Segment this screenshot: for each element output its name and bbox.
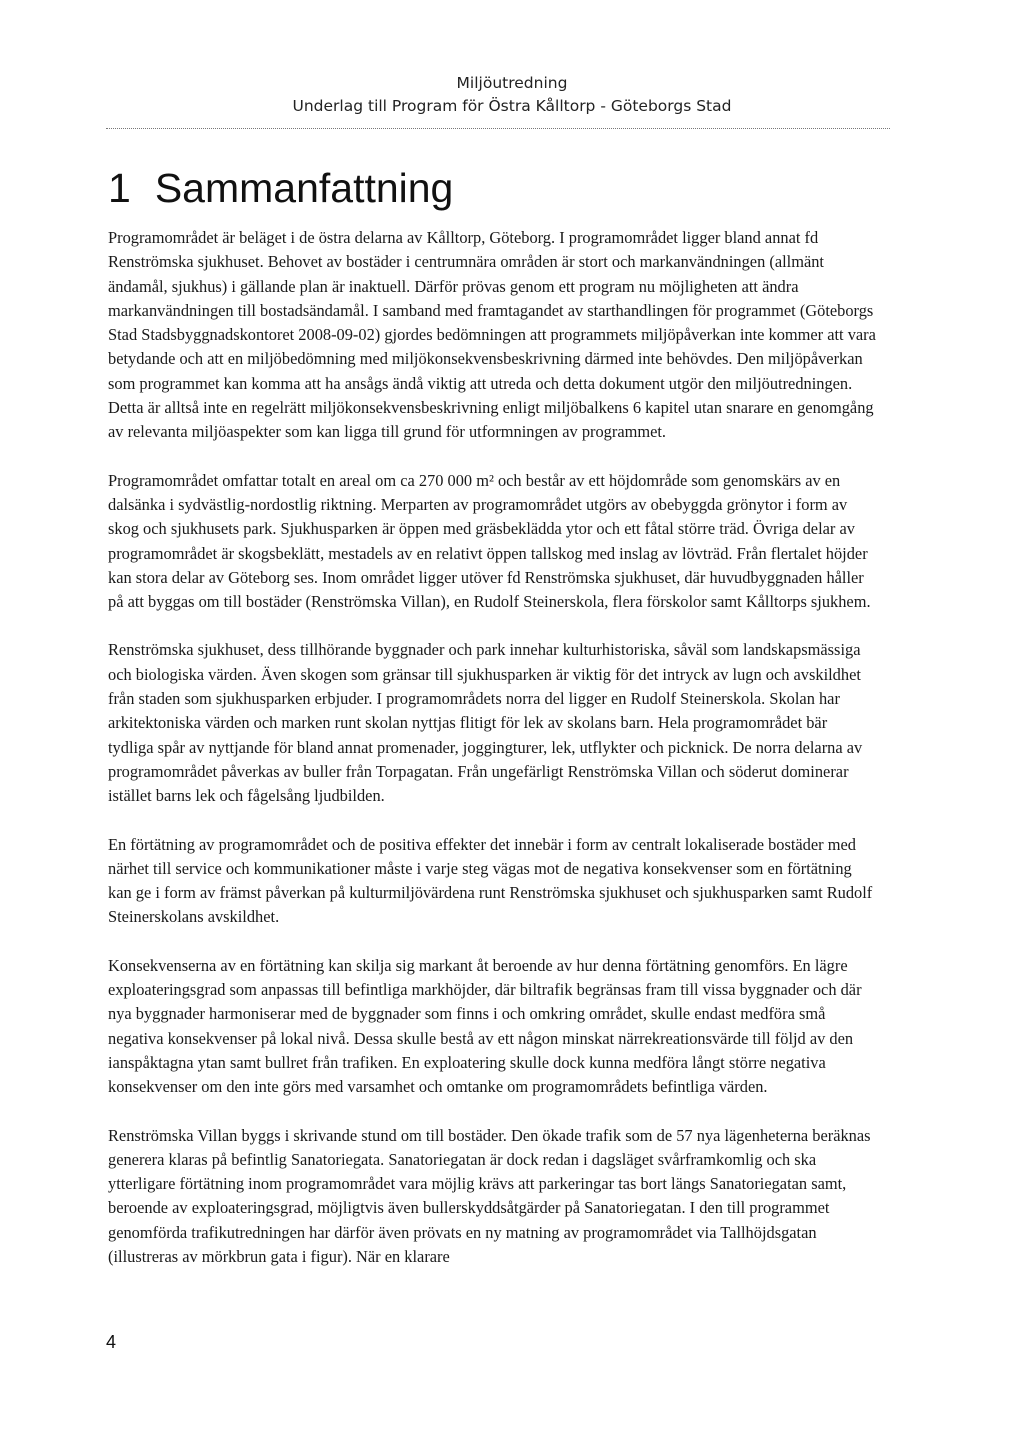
page-number: 4 [106, 1332, 117, 1352]
section-number: 1 [108, 165, 131, 211]
header-divider [106, 128, 890, 129]
header-title: Miljöutredning [456, 74, 568, 92]
paragraph: Renströmska sjukhuset, dess tillhörande byggnader och park innehar kulturhistoriska, såväl som landskapsmässiga och biologiska värden. Även skogen som gränsar till sjukhusparken är viktig för det intryck av lugn och avskildhet från staden som sjukhusparken erbjuder. I programområdets norra del ligger en Rudolf Steinerskola. Skolan har arkitektoniska värden och marken runt skolan nyttjas flitigt för lek av skolans barn. Hela programområdet bär tydliga spår av nyttjande för bland annat promenader, joggingturer, lek, utflykter och picknick. De norra delarna av programområdet påverkas av buller från Torpagatan. Från ungefärligt Renströmska Villan och söderut dominerar istället barns lek och fågelsång ljudbilden. [108, 640, 863, 806]
paragraph: Programområdet omfattar totalt en areal om ca 270 000 m² och består av ett höjdområde som genomskärs av en dalsänka i sydvästlig-nordostlig riktning. Merparten av programområdet utgörs av obebyggda grönytor i form av skog och sjukhusets park. Sjukhusparken är öppen med gräsbeklädda ytor och ett fåtal större träd. Övriga delar av programområdet är skogsbeklätt, mestadels av en relativt öppen tallskog med inslag av lövträd. Från flertalet höjder kan stora delar av Göteborg ses. Inom området ligger utöver fd Renströmska sjukhuset, där huvudbyggnaden håller på att byggas om till bostäder (Renströmska Villan), en Rudolf Steinerskola, flera förskolor samt Kålltorps sjukhem. [108, 470, 871, 612]
header-subtitle: Underlag till Program för Östra Kålltorp - Göteborgs Stad [292, 97, 732, 115]
paragraph: Renströmska Villan byggs i skrivande stund om till bostäder. Den ökade trafik som de 57 nya lägenheterna beräknas generera klaras på befintlig Sanatoriegata. Sanatoriegatan är dock redan i dagsläget svårframkomlig och ska ytterligare förtätning inom programområdet vara möjlig krävs att parkeringar tas bort längs Sanatoriegatan samt, beroende av exploateringsgrad, möjligtvis även bullerskyddsåtgärder på Sanatoriegatan. I den till programmet genomförda trafikutredningen har därför även prövats en ny matning av programområdet via Tallhöjdsgatan (illustreras av mörkbrun gata i figur). När en klarare [108, 1125, 871, 1266]
section-heading [108, 160, 453, 216]
section-title: Sammanfattning [154, 165, 454, 211]
page-header [0, 72, 1024, 118]
paragraph: Programområdet är beläget i de östra delarna av Kålltorp, Göteborg. I programområdet ligger bland annat fd Renströmska sjukhuset. Behovet av bostäder i centrumnära områden är stort och markanvändningen (allmänt ändamål, sjukhus) i gällande plan är inaktuell. Därför prövas genom ett program nu möjligheten att ändra markanvändningen till bostadsändamål. I samband med framtagandet av starthandlingen för programmet (Göteborgs Stad Stadsbyggnadskontoret 2008-09-02) gjordes bedömningen att programmets miljöpåverkan inte kommer att vara betydande och att en miljöbedömning med miljökonsekvensbeskrivning därmed inte behövdes. Den miljöpåverkan som programmet kan komma att ha ansågs ändå viktig att utreda och detta dokument utgör den miljöutredningen. Detta är alltså inte en regelrätt miljökonsekvensbeskrivning enligt miljöbalkens 6 kapitel utan snarare en genomgång av relevanta miljöaspekter som kan ligga till grund för utformningen av programmet. [108, 228, 876, 442]
paragraph: En förtätning av programområdet och de positiva effekter det innebär i form av centralt lokaliserade bostäder med närhet till service och kommunikationer måste i varje steg vägas mot de negativa konsekvenser som en förtätning kan ge i form av främst påverkan på kulturmiljövärdena runt Renströmska sjukhuset och sjukhusparken samt Rudolf Steinerskolans avskildhet. [108, 834, 873, 927]
body-text [108, 226, 876, 1293]
paragraph: Konsekvenserna av en förtätning kan skilja sig markant åt beroende av hur denna förtätning genomförs. En lägre exploateringsgrad som anpassas till befintliga markhöjder, där biltrafik begränsas fram till vissa byggnader och där nya byggnader harmoniserar med de byggnader som finns i och omkring området, skulle endast medföra små negativa konsekvenser på lokal nivå. Dessa skulle bestå av ett någon minskat närrekreationsvärde till följd av den ianspåktagna ytan samt bullret från trafiken. En exploatering skulle dock kunna medföra långt större negativa konsekvenser om den inte görs med varsamhet och omtanke om programområdets befintliga värden. [108, 955, 862, 1097]
